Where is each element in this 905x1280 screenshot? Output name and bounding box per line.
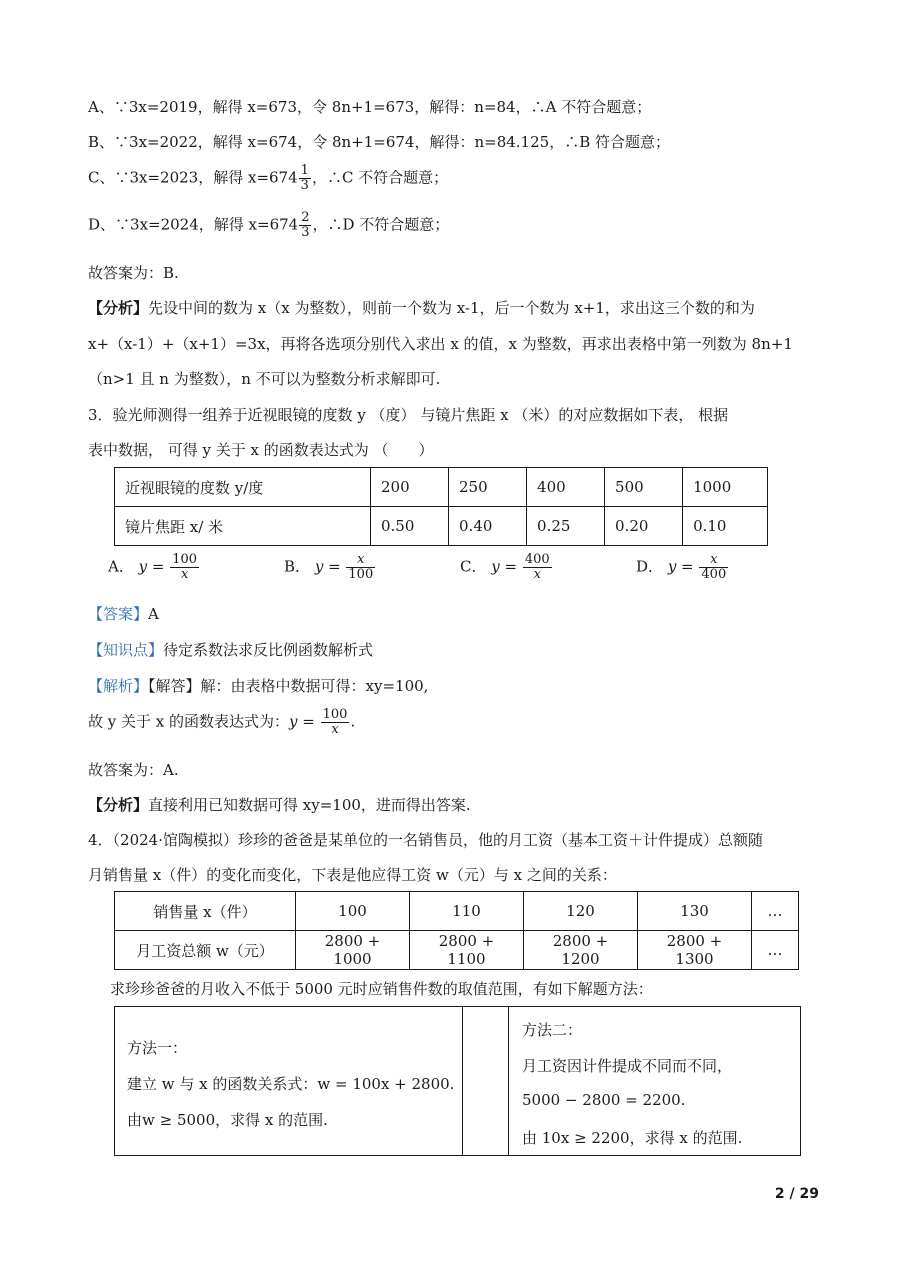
table-row [115, 931, 799, 970]
table-cell: 月工资总额 w（元） [115, 931, 296, 970]
q3-analysis-line [88, 794, 471, 815]
q3-stem-line-1: 3．验光师测得一组养于近视眼镜的度数 y （度） 与镜片焦距 x （米）的对应数据如下表， 根据 [88, 406, 729, 424]
fraction: $\frac{2}{3}$ [301, 210, 310, 240]
table-row [115, 468, 768, 507]
explain-tag: 【解析】 [88, 677, 149, 695]
solution-line-d-text: D、∵3x=2024，解得 x=674 [88, 215, 299, 234]
table-cell: 0.20 [605, 507, 683, 546]
table-cell: 110 [410, 892, 524, 931]
solution-line-d [88, 211, 449, 240]
table-cell: 250 [449, 468, 527, 507]
answer-tag: 【答案】 [88, 605, 149, 623]
table-cell: 2800 + 1300 [638, 931, 752, 970]
method2-title: 方法二： [522, 1021, 583, 1039]
analysis-tag: 【分析】 [88, 796, 149, 814]
table-row [115, 507, 768, 546]
table-cell: 0.10 [683, 507, 768, 546]
q4-stem-line-2: 月销售量 x（件）的变化而变化，下表是他应得工资 w（元）与 x 之间的关系： [88, 866, 617, 884]
table-cell: 2800 + 1100 [410, 931, 524, 970]
option-c[interactable]: C． y = $\frac{400}{x}$ [460, 552, 550, 582]
q4-stem-line-1: 4．（2024·馆陶模拟）珍珍的爸爸是某单位的一名销售员，他的月工资（基本工资＋计件提成）总额随 [88, 831, 763, 849]
table-cell: 镜片焦距 x/ 米 [115, 507, 371, 546]
solution-line-d-tail: ，∴D 不符合题意； [312, 215, 450, 234]
analysis-text: 直接利用已知数据可得 xy=100，进而得出答案. [148, 796, 471, 814]
divider [462, 1007, 463, 1155]
q3-answer-line [88, 603, 159, 624]
fraction: $\frac{1}{3}$ [300, 163, 309, 193]
table-row [115, 892, 799, 931]
answer-line: 故答案为：B. [88, 264, 179, 282]
q4-intro: 求珍珍爸爸的月收入不低于 5000 元时应销售件数的取值范围，有如下解题方法： [110, 980, 653, 998]
solution-line-c-text: C、∵3x=2023，解得 x=674 [88, 168, 298, 187]
table-cell: 100 [296, 892, 410, 931]
analysis-line-1 [88, 297, 755, 318]
table-cell: 2800 + 1200 [524, 931, 638, 970]
q3-stem-line-2: 表中数据， 可得 y 关于 x 的函数表达式为 （ ） [88, 441, 434, 459]
analysis-tag: 【分析】 [88, 299, 149, 317]
table-cell: 销售量 x（件） [115, 892, 296, 931]
q3-expression-line: 故 y 关于 x 的函数表达式为：y = $\frac{100}{x}$ . [88, 707, 356, 737]
method2-step1: 月工资因计件提成不同而不同， [522, 1057, 733, 1075]
solution-line-c [88, 164, 448, 193]
table-cell: 130 [638, 892, 752, 931]
methods-box [114, 1006, 801, 1156]
method2-step2: 5000 − 2800 = 2200. [522, 1091, 686, 1109]
table-cell: 0.25 [527, 507, 605, 546]
table-cell: 0.40 [449, 507, 527, 546]
solution-line-a: A、∵3x=2019，解得 x=673，令 8n+1=673，解得：n=84，∴A 不符合题意； [88, 98, 652, 116]
table-cell: 0.50 [371, 507, 449, 546]
table-cell: … [752, 931, 799, 970]
analysis-text: 先设中间的数为 x（x 为整数），则前一个数为 x-1，后一个数为 x+1，求出这三个数的和为 [148, 299, 755, 317]
q3-explain-line [88, 675, 428, 696]
table-cell: 2800 + 1000 [296, 931, 410, 970]
page-number: 2 / 29 [774, 1186, 819, 1202]
table-cell: 120 [524, 892, 638, 931]
q3-data-table [114, 467, 768, 546]
solution-line-c-tail: ，∴C 不符合题意； [311, 168, 449, 187]
q3-final-answer: 故答案为：A. [88, 761, 179, 779]
table-cell: 400 [527, 468, 605, 507]
option-a[interactable]: A． y = $\frac{100}{x}$ [108, 552, 198, 582]
method1-title: 方法一： [127, 1039, 188, 1057]
solution-line-b: B、∵3x=2022，解得 x=674，令 8n+1=674，解得：n=84.125，∴B 符合题意； [88, 133, 670, 151]
option-b[interactable]: B． y = $\frac{x}{100}$ [284, 552, 374, 582]
option-d[interactable]: D． y = $\frac{x}{400}$ [636, 552, 727, 582]
method1-step2: 由w ≥ 5000，求得 x 的范围. [127, 1111, 328, 1129]
table-cell: 1000 [683, 468, 768, 507]
method1-step1: 建立 w 与 x 的函数关系式：w = 100x + 2800. [127, 1075, 455, 1093]
analysis-line-2: x+（x-1）+（x+1）=3x，再将各选项分别代入求出 x 的值，x 为整数，再求出表格中第一列数为 8n+1 [88, 335, 793, 353]
method2-step3: 由 10x ≥ 2200，求得 x 的范围. [522, 1129, 743, 1147]
answer-value: A [148, 605, 159, 623]
explain-text: 【解答】解：由表格中数据可得：xy=100, [148, 677, 429, 695]
q3-knowledge-line [88, 639, 373, 660]
knowledge-text: 待定系数法求反比例函数解析式 [163, 641, 374, 659]
knowledge-tag: 【知识点】 [88, 641, 164, 659]
analysis-line-3: （n>1 且 n 为整数），n 不可以为整数分析求解即可. [88, 370, 441, 388]
table-cell: … [752, 892, 799, 931]
table-cell: 500 [605, 468, 683, 507]
q4-salary-table [114, 891, 799, 970]
table-cell: 近视眼镜的度数 y/度 [115, 468, 371, 507]
table-cell: 200 [371, 468, 449, 507]
divider [508, 1007, 509, 1155]
